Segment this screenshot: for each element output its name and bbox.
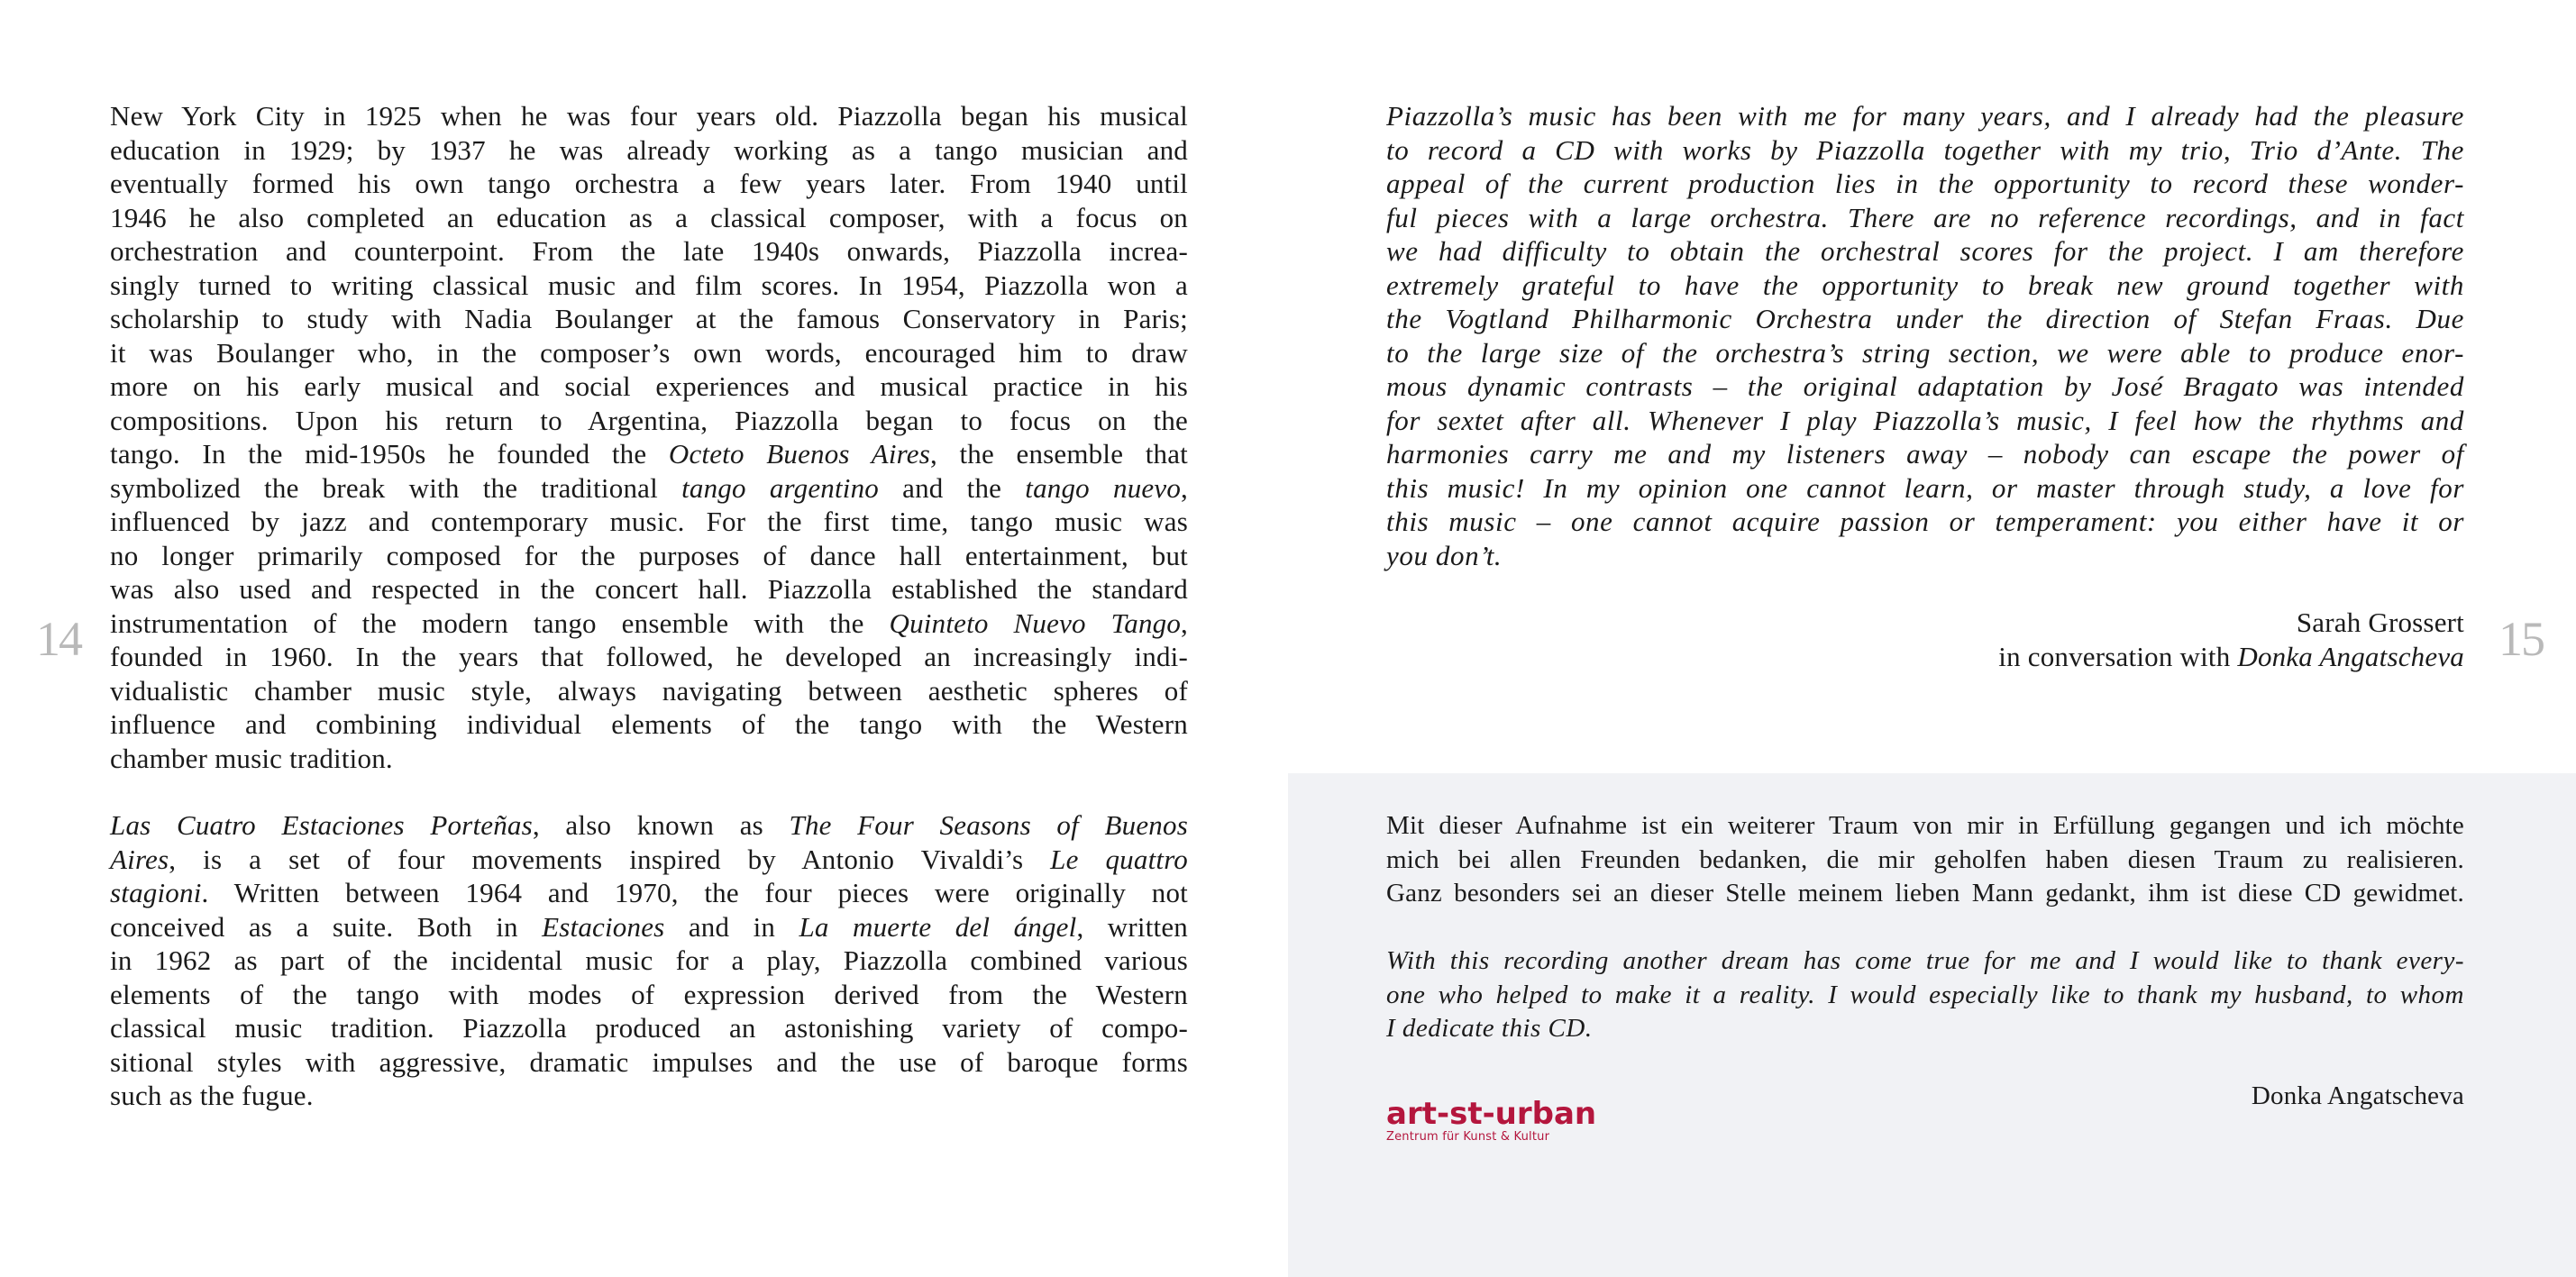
text-line: elements of the tango with modes of expression derived from the Western (110, 978, 1188, 1010)
text-segment: Aires (110, 843, 169, 875)
text-segment: tango argentino (681, 471, 880, 504)
text-line: influenced by jazz and contemporary music. For the first time, tango music was (110, 506, 1188, 537)
text-line: extremely grateful to have the opportunity to break new ground together with (1386, 269, 2464, 301)
text-line: eventually formed his own tango orchestra a few years later. From 1940 until (110, 168, 1188, 199)
text-segment: , the ensemble that (929, 438, 1188, 470)
text-line: it was Boulanger who, in the composer’s own words, encouraged him to draw (110, 336, 1188, 369)
art-st-urban-logo (1386, 1098, 1596, 1145)
text-segment: The Four Seasons of Buenos (789, 809, 1188, 841)
conversation-prefix: in conversation with (1998, 640, 2238, 672)
text-line: With this recording another dream has come true for me and I would like to thank every- (1386, 946, 2464, 975)
text-line: mous dynamic contrasts – the original adaptation by José Bragato was intended (1386, 370, 2464, 402)
text-segment: Octeto Buenos Aires (668, 438, 930, 470)
text-line: scholarship to study with Nadia Boulanger at the famous Conservatory in Paris; (110, 303, 1188, 334)
text-segment: Estaciones (542, 910, 665, 943)
text-line: you don’t. (1386, 539, 1503, 571)
text-segment: conceived as a suite. Both in (110, 910, 543, 943)
text-line: was also used and respected in the concert hall. Piazzolla established the standard (110, 573, 1188, 605)
text-segment: symbolized the break with the traditional (110, 471, 682, 504)
text-segment: . Written between 1964 and 1970, the four pieces were originally not (201, 877, 1188, 908)
attribution (1386, 606, 2464, 673)
text-line: this music – one cannot acquire passion or temperament: you either have it or (1386, 506, 2464, 537)
text-line: in 1962 as part of the incidental music for a play, Piazzolla combined various (110, 944, 1188, 976)
text-line: appeal of the current production lies in the opportunity to record these wonder- (1386, 168, 2464, 199)
text-segment: instrumentation of the modern tango ensemble with the (110, 607, 890, 639)
text-segment: , also known as (532, 809, 790, 841)
text-line: such as the fugue. (110, 1080, 314, 1111)
text-line: sitional styles with aggressive, dramatic impulses and the use of baroque forms (110, 1045, 1188, 1078)
text-line: to the large size of the orchestra’s string section, we were able to produce enor- (1386, 336, 2464, 369)
text-line: New York City in 1925 when he was four years old. Piazzolla began his musical (110, 100, 1188, 132)
text-line: vidualistic chamber music style, always navigating between aesthetic spheres of (110, 674, 1188, 707)
german-dedication (1386, 809, 2464, 911)
text-line: harmonies carry me and my listeners away – nobody can escape the power of (1386, 438, 2464, 470)
text-line: more on his early musical and social experiences and musical practice in his (110, 370, 1188, 402)
dedication-signature: Donka Angatscheva (2251, 1081, 2464, 1110)
text-line: I dedicate this CD. (1386, 1014, 1593, 1043)
text-segment: Las Cuatro Estaciones Porteñas (110, 809, 533, 841)
text-segment: tango nuevo (1025, 471, 1182, 504)
text-line: ful pieces with a large orchestra. There are no reference recordings, and in fact (1386, 201, 2464, 233)
english-dedication (1386, 944, 2464, 1046)
text-line: founded in 1960. In the years that followed, he developed an increasingly indi- (110, 641, 1188, 672)
text-line: this music! In my opinion one cannot learn, or master through study, a love for (1386, 471, 2464, 504)
text-line (110, 843, 1188, 877)
text-line: for sextet after all. Whenever I play Piazzolla’s music, I feel how the rhythms and (1386, 404, 2464, 436)
text-line: influence and combining individual elements of the tango with the Western (110, 708, 1188, 740)
text-segment: stagioni (110, 877, 202, 908)
interview-quote (1386, 99, 2464, 572)
attribution-author: Sarah Grossert (2296, 607, 2464, 638)
four-seasons-paragraph (110, 808, 1188, 1113)
text-segment: , (1181, 471, 1188, 504)
text-line (110, 876, 1188, 910)
text-segment: , (1181, 607, 1188, 639)
text-line: education in 1929; by 1937 he was already working as a tango musician and (110, 133, 1188, 166)
text-segment: tango. In the mid-1950s he founded the (110, 438, 669, 470)
text-segment: Quinteto Nuevo Tango (889, 607, 1182, 639)
text-line: orchestration and counterpoint. From the late 1940s onwards, Piazzolla increa- (110, 235, 1188, 267)
text-line: classical music tradition. Piazzolla produced an astonishing variety of compo- (110, 1012, 1188, 1044)
text-line: Ganz besonders sei an dieser Stelle meinem lieben Mann gedankt, ihm ist diese CD gewidmet. (1386, 879, 2464, 908)
conversation-name: Donka Angatscheva (2237, 640, 2464, 672)
text-segment: Le quattro (1050, 843, 1189, 875)
logo-wordmark: art-st-urban (1386, 1096, 1597, 1132)
text-line: to record a CD with works by Piazzolla together with my trio, Trio d’Ante. The (1386, 133, 2464, 166)
text-line: Mit dieser Aufnahme ist ein weiterer Traum von mir in Erfüllung gegangen und ich möchte (1386, 811, 2464, 840)
logo-tagline: Zentrum für Kunst & Kultur (1386, 1130, 1550, 1144)
text-segment: and the (879, 471, 1026, 504)
page-number-right: 15 (2498, 612, 2544, 666)
text-line (110, 808, 1188, 843)
text-line: chamber music tradition. (110, 742, 393, 774)
attribution-conversation (1386, 640, 2464, 674)
text-line: mich bei allen Freunden bedanken, die mir geholfen haben diesen Traum zu realisieren. (1386, 844, 2464, 874)
text-segment: and in (664, 910, 799, 943)
text-line: Piazzolla’s music has been with me for many years, and I already had the pleasure (1386, 100, 2464, 132)
text-segment: , is a set of four movements inspired by Antonio Vivaldi’s (169, 843, 1051, 875)
text-segment: , written (1076, 910, 1188, 943)
text-line: we had difficulty to obtain the orchestral scores for the project. I am therefore (1386, 235, 2464, 267)
text-line: the Vogtland Philharmonic Orchestra under the direction of Stefan Fraas. Due (1386, 303, 2464, 334)
page-number-left: 14 (36, 612, 81, 666)
text-line: 1946 he also completed an education as a classical composer, with a focus on (110, 201, 1188, 233)
text-line: singly turned to writing classical music and film scores. In 1954, Piazzolla won a (110, 269, 1188, 301)
text-line: no longer primarily composed for the purposes of dance hall entertainment, but (110, 539, 1188, 571)
text-line (110, 607, 1188, 641)
text-line: compositions. Upon his return to Argentina, Piazzolla began to focus on the (110, 404, 1188, 436)
text-line (110, 910, 1188, 944)
right-page (1288, 0, 2576, 1277)
text-line (110, 471, 1188, 506)
text-segment: La muerte del ángel (799, 910, 1077, 943)
biography-paragraph (110, 99, 1188, 775)
text-line: one who helped to make it a reality. I would especially like to thank my husband, to whom (1386, 980, 2464, 1009)
text-line (110, 437, 1188, 471)
